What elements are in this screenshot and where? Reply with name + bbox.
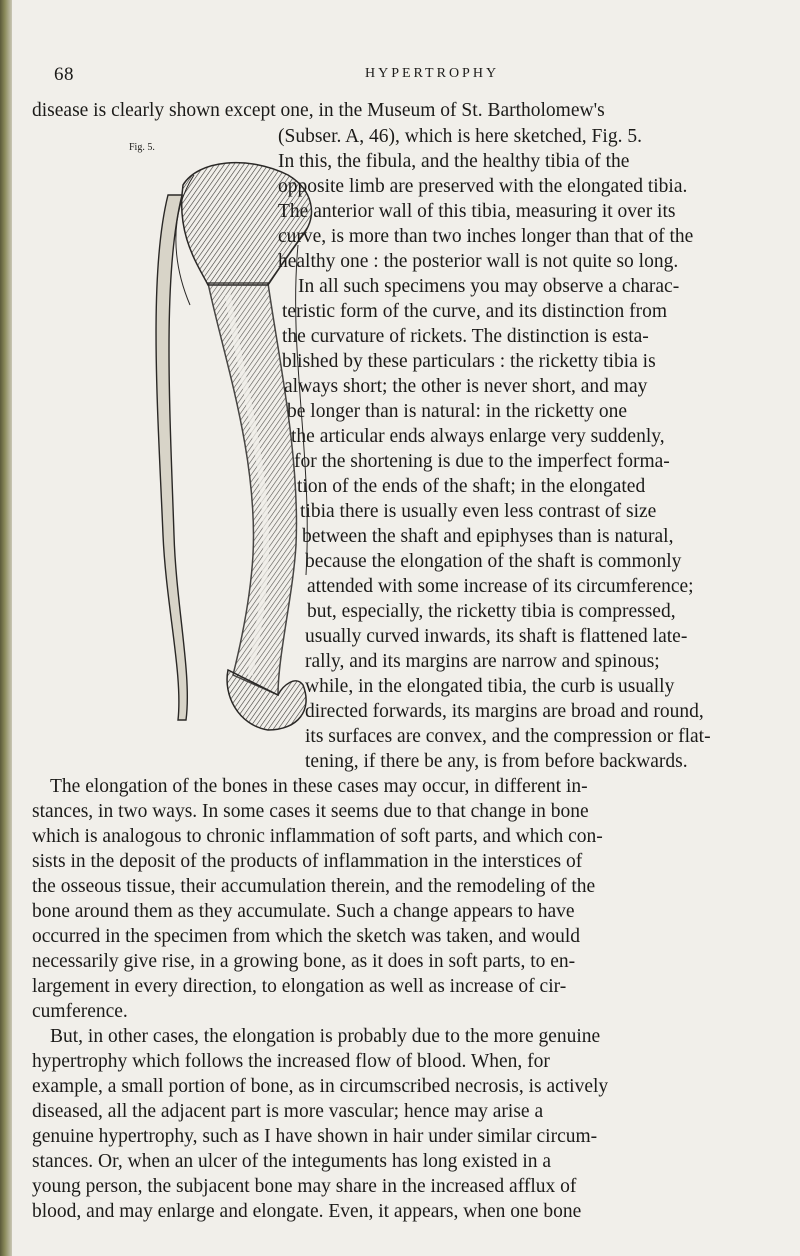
text-line: bone around them as they accumulate. Such a change appears to have xyxy=(32,901,575,922)
text-line: occurred in the specimen from which the sketch was taken, and would xyxy=(32,926,580,947)
text-line: directed forwards, its margins are broad and round, xyxy=(305,701,704,722)
text-line: blood, and may enlarge and elongate. Even, it appears, when one bone xyxy=(32,1201,582,1222)
page-number: 68 xyxy=(54,64,74,85)
text-line: blished by these particulars : the ricketty tibia is xyxy=(282,351,656,372)
text-line: sists in the deposit of the products of inflammation in the interstices of xyxy=(32,851,583,872)
text-line: between the shaft and epiphyses than is natural, xyxy=(302,526,674,547)
text-line: genuine hypertrophy, such as I have shown in hair under similar circum- xyxy=(32,1126,598,1147)
text-line: the articular ends always enlarge very suddenly, xyxy=(291,426,665,447)
text-line: In all such specimens you may observe a charac- xyxy=(298,276,680,297)
text-line: tibia there is usually even less contrast of size xyxy=(300,501,657,522)
text-line: diseased, all the adjacent part is more vascular; hence may arise a xyxy=(32,1101,544,1122)
text-line: because the elongation of the shaft is commonly xyxy=(305,551,682,572)
text-line: tion of the ends of the shaft; in the elongated xyxy=(297,476,646,497)
text-line: healthy one : the posterior wall is not quite so long. xyxy=(278,251,679,272)
text-line: In this, the fibula, and the healthy tibia of the xyxy=(278,151,630,172)
text-line: the osseous tissue, their accumulation therein, and the remodeling of the xyxy=(32,876,596,897)
text-line: rally, and its margins are narrow and spinous; xyxy=(305,651,660,672)
text-line: but, especially, the ricketty tibia is compressed, xyxy=(307,601,676,622)
text-line: usually curved inwards, its shaft is flattened late- xyxy=(305,626,688,647)
running-head: HYPERTROPHY xyxy=(365,66,500,81)
text-line: the curvature of rickets. The distinction is esta- xyxy=(282,326,649,347)
text-line: which is analogous to chronic inflammation of soft parts, and which con- xyxy=(32,826,603,847)
text-line: necessarily give rise, in a growing bone, as it does in soft parts, to en- xyxy=(32,951,576,972)
text-line: be longer than is natural: in the ricketty one xyxy=(287,401,628,422)
text-line: cumference. xyxy=(32,1001,128,1022)
text-line: The elongation of the bones in these cases may occur, in different in- xyxy=(50,776,588,797)
text-line: always short; the other is never short, and may xyxy=(284,376,648,397)
text-line: its surfaces are convex, and the compression or flat- xyxy=(305,726,711,747)
text-line: young person, the subjacent bone may share in the increased afflux of xyxy=(32,1176,577,1197)
text-line: example, a small portion of bone, as in circumscribed necrosis, is actively xyxy=(32,1076,609,1097)
text-line: for the shortening is due to the imperfect forma- xyxy=(294,451,670,472)
text-line: hypertrophy which follows the increased flow of blood. When, for xyxy=(32,1051,550,1072)
text-line: attended with some increase of its circumference; xyxy=(307,576,694,597)
text-line: stances. Or, when an ulcer of the integuments has long existed in a xyxy=(32,1151,552,1172)
text-line: opposite limb are preserved with the elongated tibia. xyxy=(278,176,688,197)
text-line: curve, is more than two inches longer than that of the xyxy=(278,226,694,247)
page-edge xyxy=(0,0,12,1256)
text-line: teristic form of the curve, and its distinction from xyxy=(282,301,668,322)
text-line: disease is clearly shown except one, in the Museum of St. Bartholomew's xyxy=(32,100,605,121)
figure-label: Fig. 5. xyxy=(129,142,155,153)
text-line: largement in every direction, to elongation as well as increase of cir- xyxy=(32,976,567,997)
text-line: tening, if there be any, is from before backwards. xyxy=(305,751,688,772)
text-line: stances, in two ways. In some cases it seems due to that change in bone xyxy=(32,801,589,822)
text-line: (Subser. A, 46), which is here sketched, Fig. 5. xyxy=(278,126,642,147)
text-line: But, in other cases, the elongation is probably due to the more genuine xyxy=(50,1026,601,1047)
text-line: The anterior wall of this tibia, measuring it over its xyxy=(278,201,676,222)
text-line: while, in the elongated tibia, the curb is usually xyxy=(305,676,675,697)
